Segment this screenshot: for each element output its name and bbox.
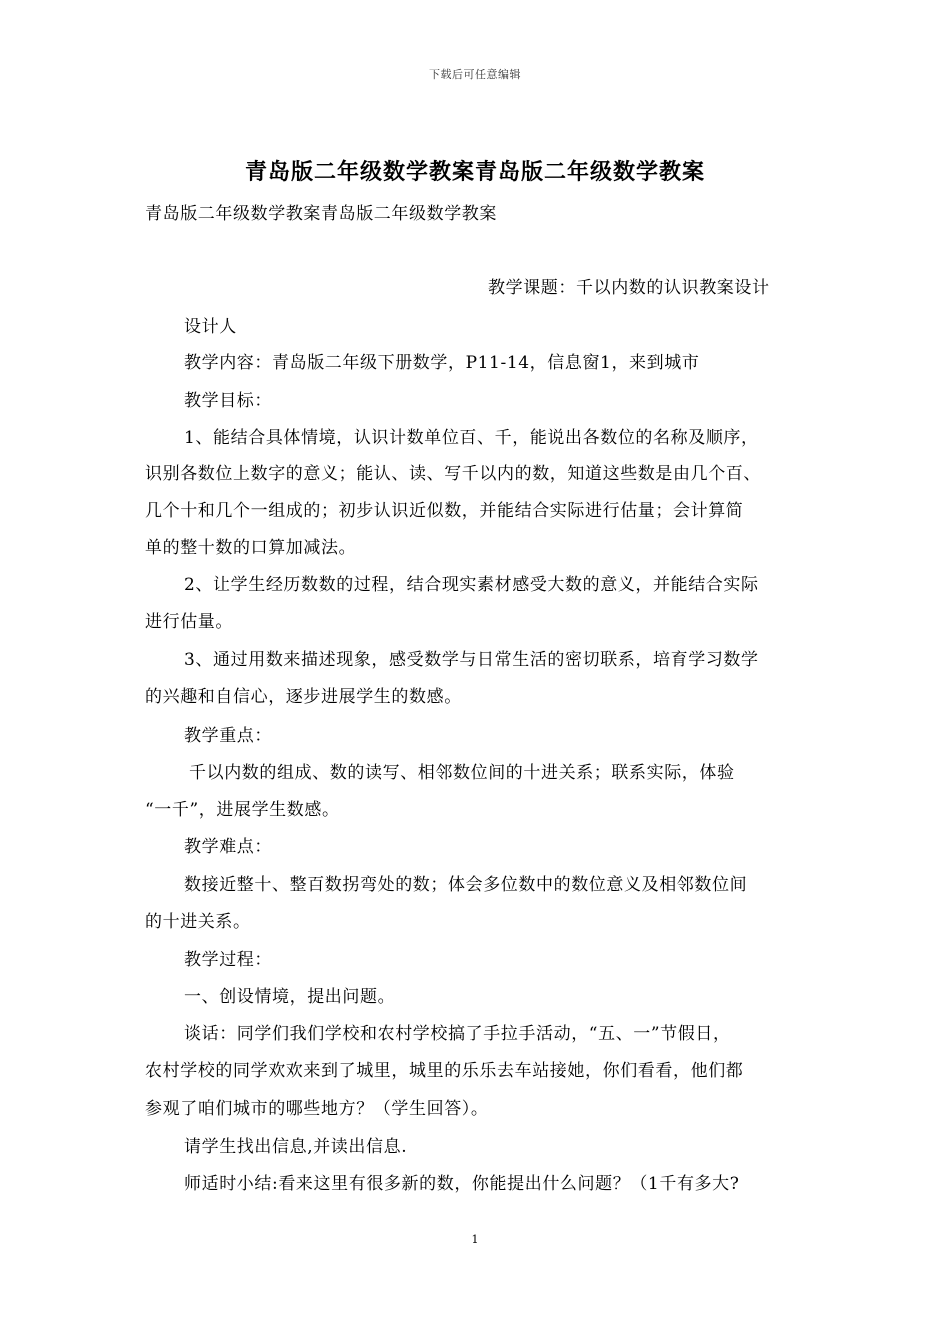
objective-1-line-4: 单的整十数的口算加减法。 [145,538,357,558]
objective-3-line-2: 的兴趣和自信心，逐步进展学生的数感。 [145,687,462,707]
step-1-heading: 一、创设情境，提出问题。 [184,987,396,1007]
lesson-topic: 教学课题：千以内数的认识教案设计 [488,278,770,298]
objective-1-line-3: 几个十和几个一组成的；初步认识近似数，并能结合实际进行估量；会计算简 [145,501,744,521]
difficulties-heading: 教学难点： [184,837,272,857]
page-header: 下载后可任意编辑 [429,68,521,81]
key-points-heading: 教学重点： [184,726,272,746]
objective-3-line-1: 3、通过用数来描述现象，感受数学与日常生活的密切联系，培育学习数学 [184,650,759,670]
key-points-line-1: 千以内数的组成、数的读写、相邻数位间的十进关系；联系实际，体验 [189,763,735,783]
teaching-content: 教学内容：青岛版二年级下册数学，P11-14，信息窗1，来到城市 [184,353,700,373]
key-points-line-2: “一千”，进展学生数感。 [145,800,340,820]
talk-line-2: 农村学校的同学欢欢来到了城里，城里的乐乐去车站接她，你们看看，他们都 [145,1061,744,1081]
objective-2-line-2: 进行估量。 [145,612,233,632]
talk-line-3: 参观了咱们城市的哪些地方？（学生回答）。 [145,1099,489,1119]
difficulties-line-1: 数接近整十、整百数拐弯处的数；体会多位数中的数位意义及相邻数位间 [184,875,748,895]
objectives-heading: 教学目标： [184,391,272,411]
designer-label: 设计人 [184,317,237,337]
summary-line: 师适时小结:看来这里有很多新的数，你能提出什么问题？（1千有多大? [184,1174,740,1194]
objective-1-line-2: 识别各数位上数字的意义；能认、读、写千以内的数，知道这些数是由几个百、 [145,464,761,484]
subtitle-line: 青岛版二年级数学教案青岛版二年级数学教案 [145,204,497,224]
talk-line-1: 谈话：同学们我们学校和农村学校搞了手拉手活动，“五、一”节假日， [184,1024,731,1044]
document-title: 青岛版二年级数学教案青岛版二年级数学教案 [244,159,705,185]
process-heading: 教学过程： [184,950,272,970]
objective-2-line-1: 2、让学生经历数数的过程，结合现实素材感受大数的意义，并能结合实际 [184,575,759,595]
find-info-line: 请学生找出信息,并读出信息. [184,1137,408,1157]
difficulties-line-2: 的十进关系。 [145,912,251,932]
objective-1-line-1: 1、能结合具体情境，认识计数单位百、千，能说出各数位的名称及顺序， [184,428,759,448]
page-number: 1 [471,1233,479,1246]
